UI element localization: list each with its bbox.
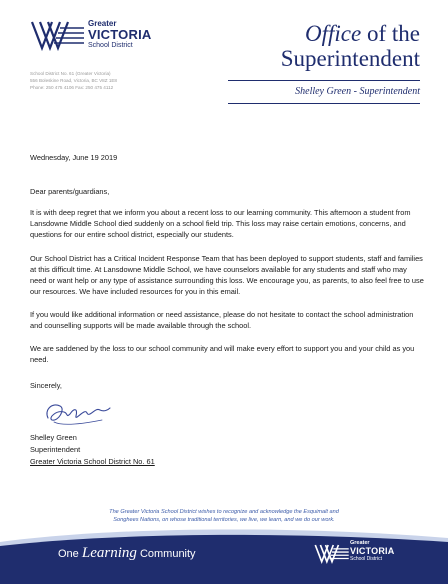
address-line-3: Phone: 250 475 4106 Fax: 250 475 4112: [30, 85, 114, 90]
header-rule-top: [228, 80, 420, 81]
victoria-chevron-logo-icon: [30, 18, 86, 54]
letter-salutation: Dear parents/guardians,: [30, 187, 110, 196]
superintendent-line: Shelley Green - Superintendent: [295, 86, 420, 97]
footer-logo-victoria: VICTORIA: [350, 545, 395, 556]
tagline-community: Community: [139, 548, 196, 560]
office-title-rest: of the: [361, 21, 420, 46]
address-line-2: 556 Boleskine Road, Victoria, BC V8Z 1E8: [30, 78, 117, 83]
footer-logo-text: [350, 541, 394, 562]
footer-tagline: [58, 545, 196, 562]
logo-line-victoria: VICTORIA: [88, 27, 152, 42]
signature-name: Shelley Green: [30, 433, 77, 442]
signature-district: Greater Victoria School District No. 61: [30, 457, 155, 466]
footer-district-logo: [314, 541, 414, 567]
office-title-word: Office: [305, 21, 362, 46]
address-line-1: School District No. 61 (Greater Victoria): [30, 71, 111, 76]
signature-title: Superintendent: [30, 445, 81, 454]
acknowledgement-line-1: The Greater Victoria School District wishes to recognize and acknowledge the Esquimalt and: [109, 509, 339, 515]
footer-logo-school-district: School District: [350, 555, 382, 562]
office-title: [281, 22, 420, 70]
letter-date: Wednesday, June 19 2019: [30, 153, 118, 162]
district-logo: [30, 18, 170, 58]
tagline-one: One: [58, 548, 79, 560]
letter-paragraph-2: Our School District has a Critical Incident Response Team that has been deployed to support students, staff and families at this difficult time. At Lansdowne Middle School, we have counselors available for any students and staff who may need or want help or any type of assistance surrounding this loss. We encourage you, as parents, to also feel free to use our resources. We have included resources for you in this email.: [30, 254, 424, 296]
letter-paragraph-1: It is with deep regret that we inform you about a recent loss to our learning community. This afternoon a student from Lansdowne Middle School died suddenly on a school field trip. This loss may raise certain emotions, concerns, and questions for our entire school district, especially our students.: [30, 208, 411, 239]
letter-paragraph-3: If you would like additional information or need assistance, please do not hesitate to contact the school administration and counselling supports will be made available through the school.: [30, 310, 414, 330]
land-acknowledgement: [74, 508, 374, 524]
footer-logo-greater: Greater: [350, 540, 370, 546]
letter-paragraph-4: We are saddened by the loss to our school community and will make every effort to support you and your child as you need.: [30, 344, 415, 364]
header-rule-bottom: [228, 103, 420, 104]
district-logo-text: [88, 20, 151, 49]
acknowledgement-line-2: Songhees Nations, on whose traditional territories, we live, we learn, and we do our work.: [113, 517, 335, 523]
district-address: [30, 70, 180, 91]
logo-line-greater: Greater: [88, 19, 117, 28]
handwritten-signature: [42, 396, 112, 430]
footer-chevron-logo-icon: [314, 542, 350, 566]
letter-closing: Sincerely,: [30, 381, 62, 390]
logo-line-school-district: School District: [88, 42, 133, 49]
office-title-superintendent: Superintendent: [280, 46, 420, 71]
tagline-learning: Learning: [81, 545, 137, 561]
signature-block: [30, 432, 155, 468]
